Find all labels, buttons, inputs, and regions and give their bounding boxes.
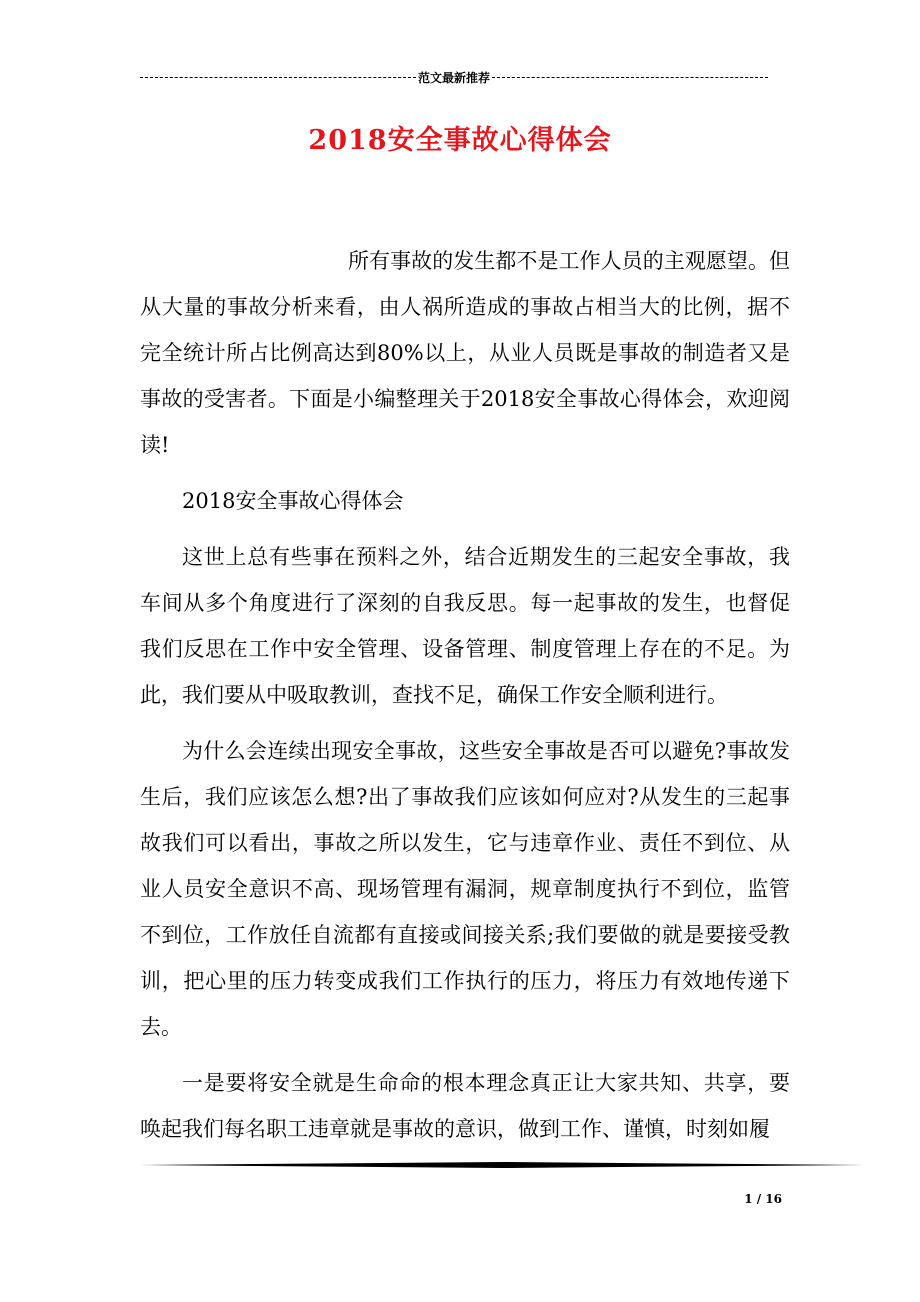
section-heading: 2018安全事故心得体会 <box>182 489 404 513</box>
page-number: 1 / 16 <box>744 1192 782 1206</box>
page-header <box>140 66 768 88</box>
header-label: 范文最新推荐 <box>418 70 491 85</box>
intro-paragraph: 所有事故的发生都不是工作人员的主观愿望。但从大量的事故分析来看，由人祸所造成的事故占相当大的比例，据不完全统计所占比例高达到80%以上，从业人员既是事故的制造者又是事故的受害者。下面是小编整理关于2018安全事故心得体会，欢迎阅读! <box>140 249 790 457</box>
footer-rule <box>140 1162 864 1168</box>
body-paragraph: 一是要将安全就是生命命的根本理念真正让大家共知、共享，要唤起我们每名职工违章就是事故的意识，做到工作、谨慎，时刻如履 <box>140 1071 790 1141</box>
body-paragraph: 这世上总有些事在预料之外，结合近期发生的三起安全事故，我车间从多个角度进行了深刻的自我反思。每一起事故的发生，也督促我们反思在工作中安全管理、设备管理、制度管理上存在的不足。为此，我们要从中吸取教训，查找不足，确保工作安全顺利进行。 <box>140 545 790 707</box>
document-body <box>140 238 790 1162</box>
header-dashes-left <box>140 77 416 78</box>
body-paragraph: 为什么会连续出现安全事故，这些安全事故是否可以避免?事故发生后，我们应该怎么想?出了事故我们应该如何应对?从发生的三起事故我们可以看出，事故之所以发生，它与违章作业、责任不到位、从业人员安全意识不高、现场管理有漏洞，规章制度执行不到位，监管不到位，工作放任自流都有直接或间接关系;我们要做的就是要接受教训，把心里的压力转变成我们工作执行的压力，将压力有效地传递下去。 <box>140 739 790 1039</box>
document-title: 2018安全事故心得体会 <box>308 125 612 156</box>
header-dashes-right <box>492 77 768 78</box>
